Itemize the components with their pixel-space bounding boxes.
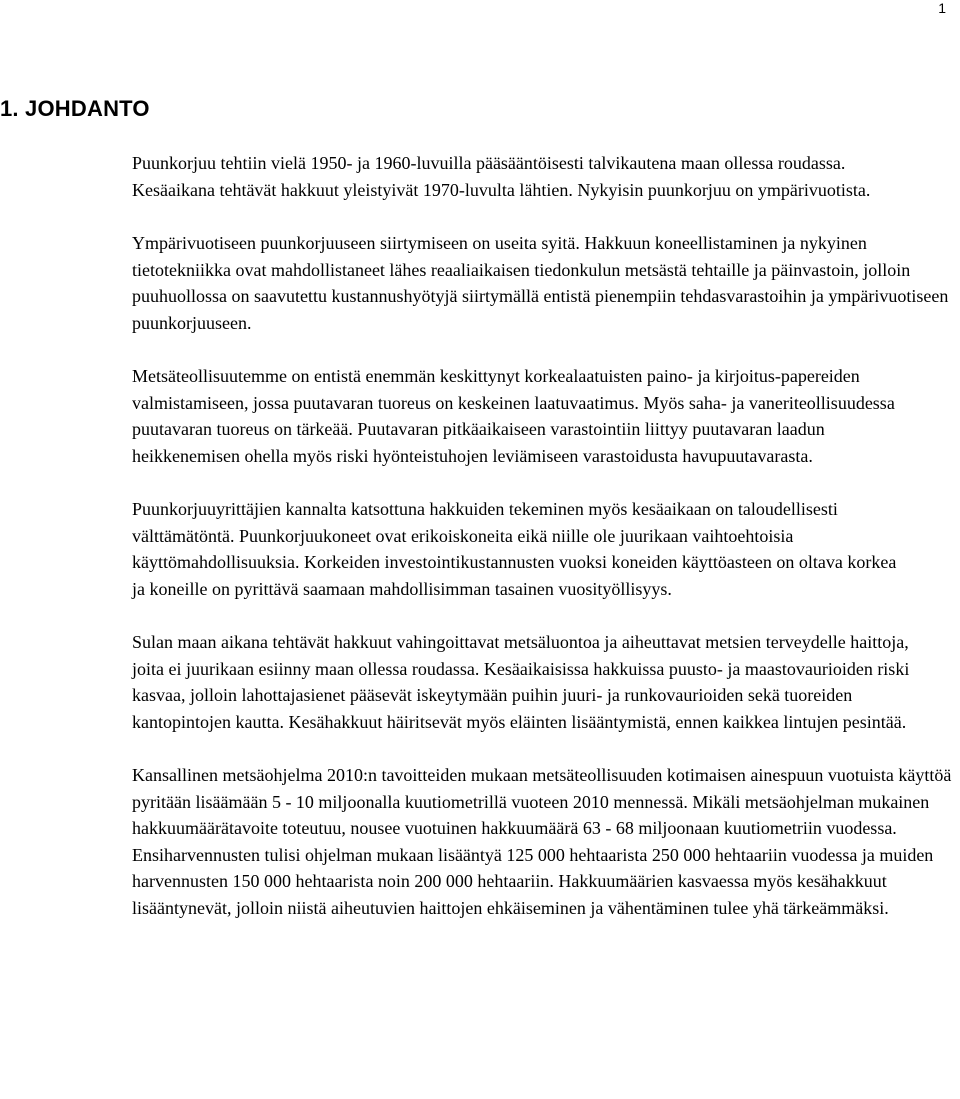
paragraph-contractors: Puunkorjuuyrittäjien kannalta katsottuna hakkuiden tekeminen myös kesäaikaan on taloudellisesti välttämätöntä. Puunkorjuukoneet ovat erikoiskoneita eikä niille ole juurikaan vaihtoehtoisia käyttömahdollisuuksia. Korkeiden investointikustannusten vuoksi koneiden käyttöasteen on oltava korkea ja koneille on pyrittävä saamaan mahdollisimman tasainen vuosityöllisyys. — [132, 499, 897, 599]
page-number: 1 — [938, 0, 946, 16]
body-text — [132, 150, 954, 948]
paragraph-history: Puunkorjuu tehtiin vielä 1950- ja 1960-luvuilla pääsääntöisesti talvikautena maan ollessa roudassa. Kesäaikana tehtävät hakkuut yleistyivät 1970-luvulta lähtien. Nykyisin puunkorjuu on ympärivuotista. — [132, 153, 871, 200]
paragraph-reasons: Ympärivuotiseen puunkorjuuseen siirtymiseen on useita syitä. Hakkuun koneellistaminen ja nykyinen tietotekniikka ovat mahdollistaneet lähes reaaliaikaisen tiedonkulun metsästä tehtaille ja päinvastoin, jolloin puuhuollossa on saavutettu kustannushyötyjä siirtymällä entistä pienempiin tehdasvarastoihin ja ympärivuotiseen puunkorjuuseen. — [132, 233, 949, 333]
paragraph-damage: Sulan maan aikana tehtävät hakkuut vahingoittavat metsäluontoa ja aiheuttavat metsien terveydelle haittoja, joita ei juurikaan esiinny maan ollessa roudassa. Kesäaikaisissa hakkuissa puusto- ja maastovaurioiden riski kasvaa, jolloin lahottajasienet pääsevät iskeytymään puihin juuri- ja runkovaurioiden sekä tuoreiden kantopintojen kautta. Kesähakkuut häiritsevät myös eläinten lisääntymistä, ennen kaikkea lintujen pesintää. — [132, 632, 910, 732]
paragraph-industry: Metsäteollisuutemme on entistä enemmän keskittynyt korkealaatuisten paino- ja kirjoitus-papereiden valmistamiseen, jossa puutavaran tuoreus on keskeinen laatuvaatimus. Myös saha- ja vaneriteollisuudessa puutavaran tuoreus on tärkeää. Puutavaran pitkäaikaiseen varastointiin liittyy puutavaran laadun heikkenemisen ohella myös riski hyönteistuhojen leviämiseen varastoidusta havupuutavarasta. — [132, 366, 895, 466]
paragraph-forest-programme: Kansallinen metsäohjelma 2010:n tavoitteiden mukaan metsäteollisuuden kotimaisen ainespuun vuotuista käyttöä pyritään lisäämään 5 - 10 miljoonalla kuutiometrillä vuoteen 2010 mennessä. Mikäli metsäohjelman mukainen hakkuumäärätavoite toteutuu, nousee vuotuinen hakkuumäärä 63 - 68 miljoonaan kuutiometriin vuodessa. Ensiharvennusten tulisi ohjelman mukaan lisääntyä 125 000 hehtaarista 250 000 hehtaariin vuodessa ja muiden harvennusten 150 000 hehtaarista noin 200 000 hehtaariin. Hakkuumäärien kasvaessa myös kesähakkuut lisääntynevät, jolloin niistä aiheutuvien haittojen ehkäiseminen ja vähentäminen tulee yhä tärkeämmäksi. — [132, 765, 952, 918]
section-heading: 1. JOHDANTO — [0, 96, 150, 121]
